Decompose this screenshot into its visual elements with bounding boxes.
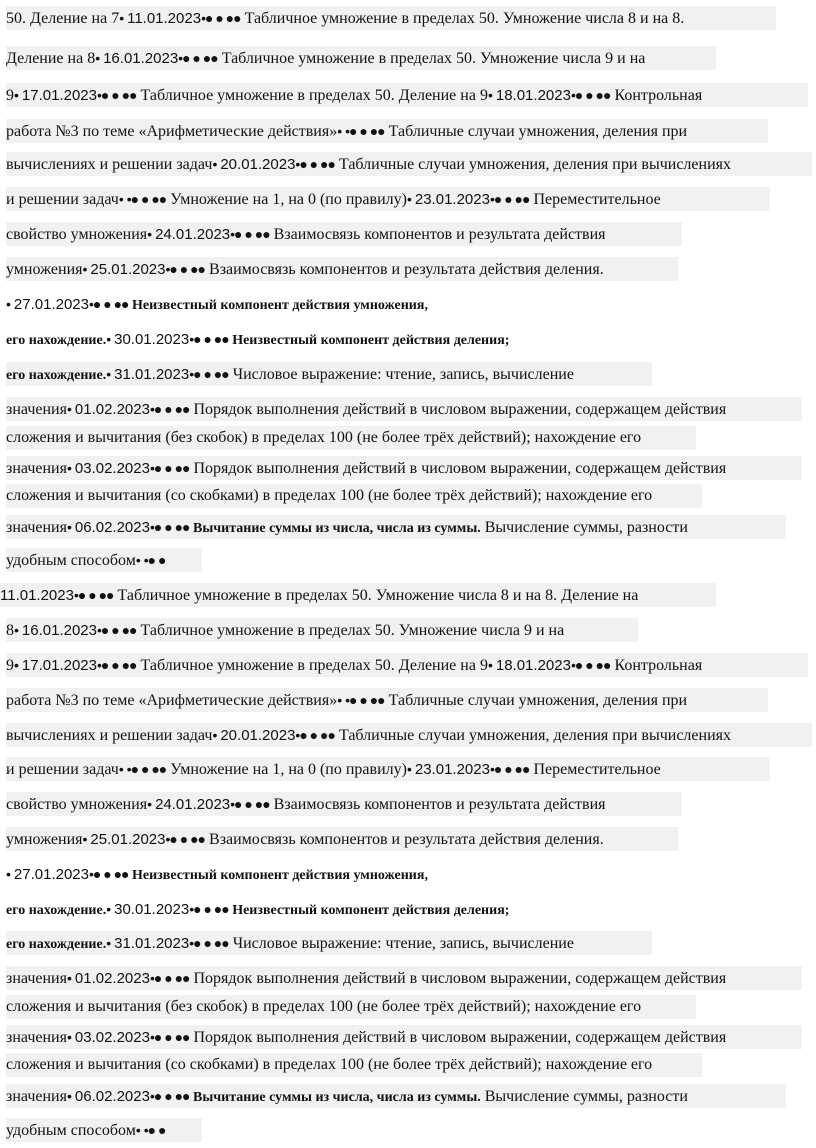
text-line: 11.01.2023•● ● ●● Табличное умножение в пределах 50. Умножение числа 8 и на 8. Деление на bbox=[0, 583, 716, 607]
text-line: значения• 01.02.2023•● ● ●● Порядок выполнения действий в числовом выражении, содержащем действия bbox=[6, 966, 802, 990]
text-line: 9• 17.01.2023•● ● ●● Табличное умножение в пределах 50. Деление на 9• 18.01.2023•● ● ●● Контрольная bbox=[6, 653, 808, 677]
text-line: вычислениях и решении задач• 20.01.2023•● ● ●● Табличные случаи умножения, деления при вычислениях bbox=[6, 723, 812, 747]
text-line: умножения• 25.01.2023•● ● ●● Взаимосвязь компонентов и результата действия деления. bbox=[6, 257, 678, 281]
text-line: сложения и вычитания (со скобками) в пределах 100 (не более трёх действий); нахождение его bbox=[6, 484, 702, 508]
text-line: вычислениях и решении задач• 20.01.2023•● ● ●● Табличные случаи умножения, деления при вычислениях bbox=[6, 152, 812, 176]
text-line: его нахождение.• 30.01.2023•● ● ●● Неизвестный компонент действия деления; bbox=[6, 331, 510, 348]
text-line: • 27.01.2023•● ● ●● Неизвестный компонент действия умножения, bbox=[6, 296, 428, 313]
text-line: его нахождение.• 30.01.2023•● ● ●● Неизвестный компонент действия деления; bbox=[6, 901, 510, 918]
text-line: сложения и вычитания (без скобок) в пределах 100 (не более трёх действий); нахождение его bbox=[6, 426, 696, 450]
text-line: и решении задач• •● ● ●● Умножение на 1, на 0 (по правилу)• 23.01.2023•● ● ●● Переместительное bbox=[6, 757, 770, 781]
text-line: сложения и вычитания (со скобками) в пределах 100 (не более трёх действий); нахождение его bbox=[6, 1053, 702, 1077]
text-line: • 27.01.2023•● ● ●● Неизвестный компонент действия умножения, bbox=[6, 866, 428, 883]
text-line: 50. Деление на 7• 11.01.2023•● ● ●● Табличное умножение в пределах 50. Умножение числа 8 и на 8. bbox=[6, 6, 776, 30]
text-line: сложения и вычитания (без скобок) в пределах 100 (не более трёх действий); нахождение его bbox=[6, 995, 696, 1019]
text-line: Деление на 8• 16.01.2023•● ● ●● Табличное умножение в пределах 50. Умножение числа 9 и на bbox=[6, 46, 716, 70]
text-line: удобным способом• •● ● bbox=[6, 548, 202, 572]
text-line: значения• 03.02.2023•● ● ●● Порядок выполнения действий в числовом выражении, содержащем действия bbox=[6, 1025, 802, 1049]
text-line: значения• 06.02.2023•● ● ●● Вычитание суммы из числа, числа из суммы. Вычисление суммы, разности bbox=[6, 515, 786, 539]
text-line: свойство умножения• 24.01.2023•● ● ●● Взаимосвязь компонентов и результата действия bbox=[6, 792, 682, 816]
text-line: умножения• 25.01.2023•● ● ●● Взаимосвязь компонентов и результата действия деления. bbox=[6, 827, 678, 851]
text-line: значения• 01.02.2023•● ● ●● Порядок выполнения действий в числовом выражении, содержащем действия bbox=[6, 397, 802, 421]
text-line: работа №3 по теме «Арифметические действия»• •● ● ●● Табличные случаи умножения, деления при bbox=[6, 688, 768, 712]
text-line: его нахождение.• 31.01.2023•● ● ●● Числовое выражение: чтение, запись, вычисление bbox=[6, 362, 652, 386]
text-line: значения• 03.02.2023•● ● ●● Порядок выполнения действий в числовом выражении, содержащем действия bbox=[6, 456, 802, 480]
text-line: удобным способом• •● ● bbox=[6, 1118, 202, 1142]
text-line: работа №3 по теме «Арифметические действия»• •● ● ●● Табличные случаи умножения, деления при bbox=[6, 119, 768, 143]
text-line: его нахождение.• 31.01.2023•● ● ●● Числовое выражение: чтение, запись, вычисление bbox=[6, 931, 652, 955]
text-line: 8• 16.01.2023•● ● ●● Табличное умножение в пределах 50. Умножение числа 9 и на bbox=[6, 618, 638, 642]
text-line: 9• 17.01.2023•● ● ●● Табличное умножение в пределах 50. Деление на 9• 18.01.2023•● ● ●● Контрольная bbox=[6, 83, 808, 107]
text-line: и решении задач• •● ● ●● Умножение на 1, на 0 (по правилу)• 23.01.2023•● ● ●● Переместительное bbox=[6, 187, 770, 211]
text-line: свойство умножения• 24.01.2023•● ● ●● Взаимосвязь компонентов и результата действия bbox=[6, 222, 682, 246]
text-line: значения• 06.02.2023•● ● ●● Вычитание суммы из числа, числа из суммы. Вычисление суммы, разности bbox=[6, 1084, 786, 1108]
